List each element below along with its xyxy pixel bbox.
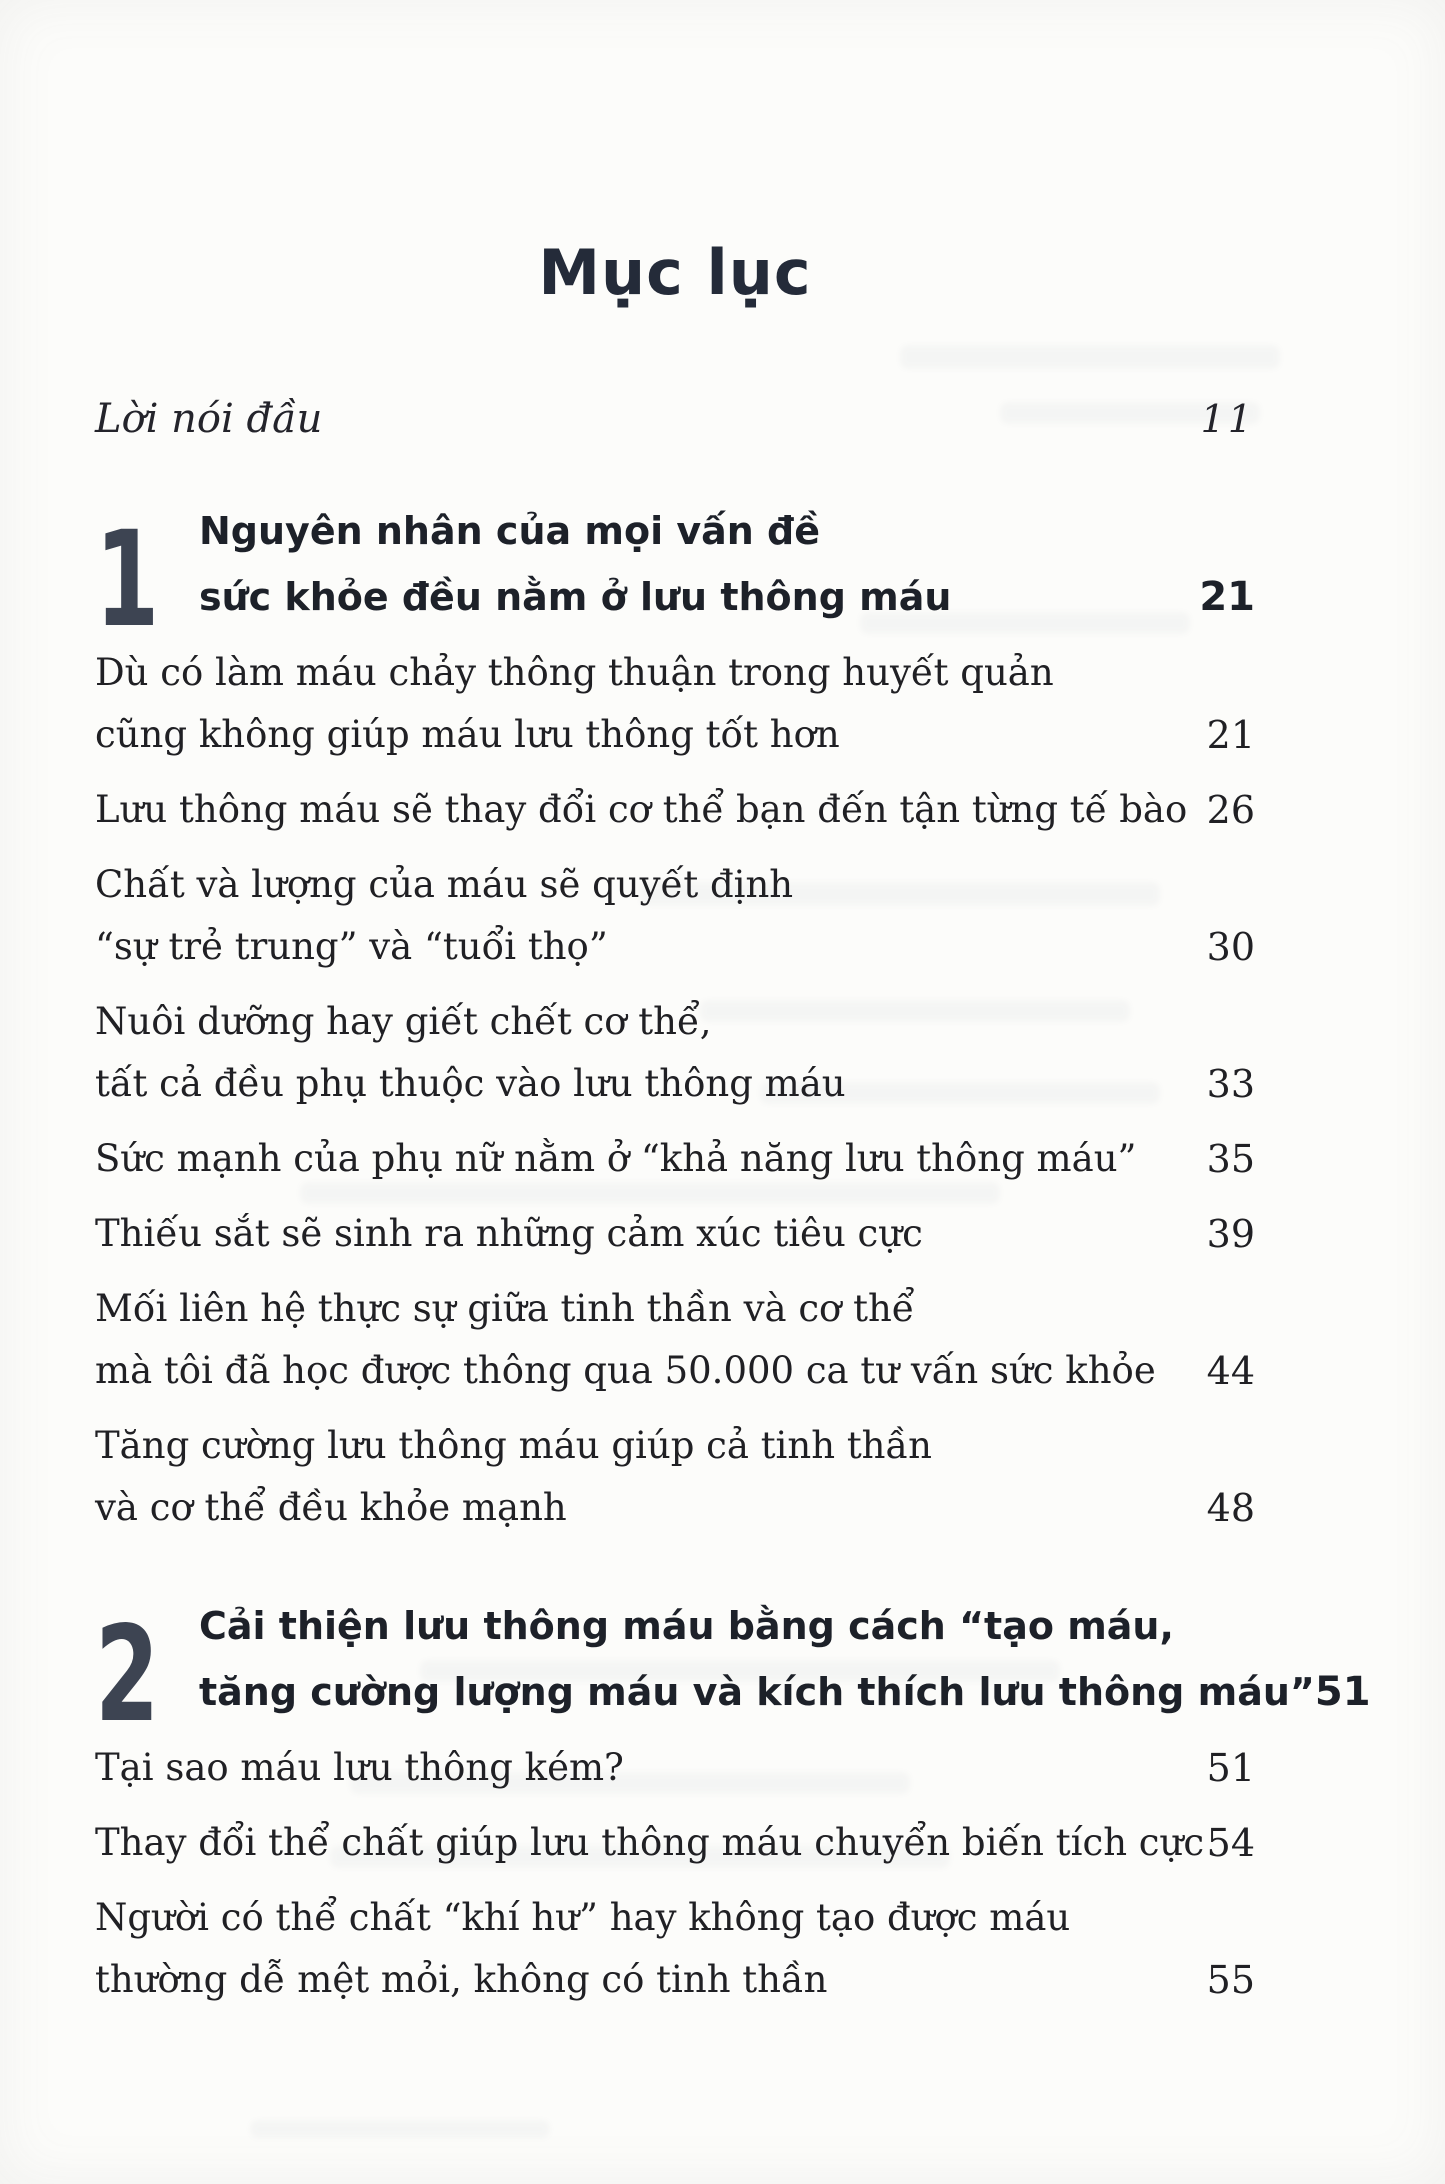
chapter-list [95, 498, 1371, 2011]
entry-title: Thiếu sắt sẽ sinh ra những cảm xúc tiêu cực [95, 1212, 923, 1255]
toc-entry [95, 1128, 1255, 1190]
chapter-title: Cải thiện lưu thông máu bằng cách “tạo máu, tăng cường lượng máu và kích thích lưu thông máu” [199, 1604, 1315, 1714]
entry-title: Lưu thông máu sẽ thay đổi cơ thể bạn đến tận từng tế bào [95, 788, 1188, 831]
toc-entry [95, 779, 1255, 841]
entry-title: Chất và lượng của máu sẽ quyết định “sự trẻ trung” và “tuổi thọ” [95, 863, 794, 968]
toc-entry [95, 854, 1255, 978]
toc-entry [95, 1203, 1255, 1265]
toc-entry [95, 1278, 1255, 1402]
entry-page-number: 54 [1206, 1821, 1255, 1865]
entry-title: Sức mạnh của phụ nữ nằm ở “khả năng lưu thông máu” [95, 1137, 1137, 1180]
entry-title: Thay đổi thể chất giúp lưu thông máu chuyển biến tích cực [95, 1821, 1205, 1864]
entry-page-number: 48 [1206, 1486, 1255, 1530]
entry-page-number: 55 [1206, 1958, 1255, 2002]
toc-entry [95, 1887, 1255, 2011]
entry-title: Tăng cường lưu thông máu giúp cả tinh thần và cơ thể đều khỏe mạnh [95, 1424, 933, 1529]
chapter-title: Nguyên nhân của mọi vấn đề sức khỏe đều nằm ở lưu thông máu [199, 509, 952, 619]
preface-row [95, 394, 1255, 444]
entry-page-number: 30 [1206, 925, 1255, 969]
chapter-heading [95, 1593, 1371, 1752]
entry-title: Dù có làm máu chảy thông thuận trong huyết quản cũng không giúp máu lưu thông tốt hơn [95, 651, 1054, 756]
toc-entry [95, 1415, 1255, 1539]
chapter-number: 2 [95, 1598, 160, 1752]
toc-entry [95, 642, 1255, 766]
scan-bleedthrough [250, 2120, 550, 2138]
entry-page-number: 44 [1206, 1349, 1255, 1393]
entry-list [95, 1737, 1255, 2011]
chapter-section [95, 498, 1255, 1539]
entry-page-number: 35 [1206, 1137, 1255, 1181]
chapter-heading [95, 498, 1255, 657]
entry-title: Mối liên hệ thực sự giữa tinh thần và cơ thể mà tôi đã học được thông qua 50.000 ca tư vấn sức khỏe [95, 1287, 1156, 1392]
entry-page-number: 26 [1206, 788, 1255, 832]
chapter-page-number: 51 [1314, 1669, 1371, 1715]
entry-list [95, 642, 1255, 1539]
toc-entry [95, 991, 1255, 1115]
toc-content [95, 394, 1371, 2011]
toc-entry [95, 1812, 1255, 1874]
entry-title: Người có thể chất “khí hư” hay không tạo được máu thường dễ mệt mỏi, không có tinh thần [95, 1896, 1071, 2001]
chapter-page-number: 21 [1199, 574, 1255, 620]
preface-page-number: 11 [1200, 397, 1255, 441]
entry-page-number: 39 [1206, 1212, 1255, 1256]
entry-title: Tại sao máu lưu thông kém? [95, 1746, 624, 1789]
page-title: Mục lục [538, 236, 812, 309]
entry-page-number: 51 [1206, 1746, 1255, 1790]
scan-bleedthrough [900, 345, 1280, 369]
toc-entry [95, 1737, 1255, 1799]
chapter-number: 1 [95, 503, 160, 657]
chapter-section [95, 1593, 1371, 2011]
entry-page-number: 21 [1206, 713, 1255, 757]
preface-label: Lời nói đầu [95, 396, 323, 442]
entry-page-number: 33 [1206, 1062, 1255, 1106]
entry-title: Nuôi dưỡng hay giết chết cơ thể, tất cả đều phụ thuộc vào lưu thông máu [95, 1000, 846, 1105]
